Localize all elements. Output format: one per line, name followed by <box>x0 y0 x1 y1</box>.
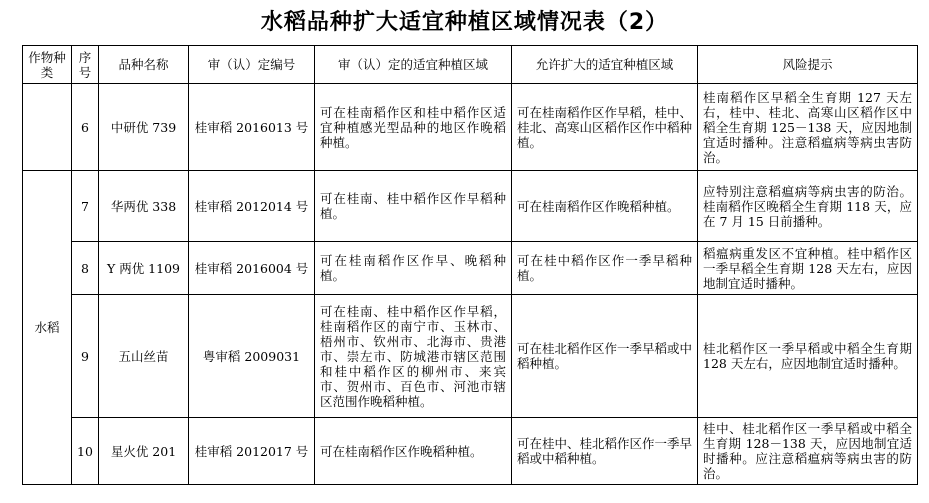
seq-cell: 8 <box>72 242 99 295</box>
crop-cell-empty <box>23 84 72 171</box>
header-expanded-area: 允许扩大的适宜种植区域 <box>512 46 698 84</box>
orig-area-cell: 可在桂南稻作区和桂中稻作区适宜种植感光型品种的地区作晚稻种植。 <box>315 84 512 171</box>
header-orig-area: 审（认）定的适宜种植区域 <box>315 46 512 84</box>
cert-cell: 桂审稻 2016004 号 <box>189 242 315 295</box>
orig-area-cell: 可在桂南稻作区作早、晚稻种植。 <box>315 242 512 295</box>
variety-cell: 星火优 201 <box>99 418 189 485</box>
header-crop: 作物种类 <box>23 46 72 84</box>
risk-cell: 应特别注意稻瘟病等病虫害的防治。桂南稻作区晚稻全生育期 118 天，应在 7 月 15 日前播种。 <box>698 171 918 242</box>
header-risk: 风险提示 <box>698 46 918 84</box>
cert-cell: 粤审稻 2009031 <box>189 295 315 418</box>
variety-cell: Y 两优 1109 <box>99 242 189 295</box>
header-cert: 审（认）定编号 <box>189 46 315 84</box>
variety-cell: 中研优 739 <box>99 84 189 171</box>
table-row <box>23 171 918 242</box>
orig-area-cell: 可在桂南、桂中稻作区作早稻种植。 <box>315 171 512 242</box>
variety-cell: 五山丝苗 <box>99 295 189 418</box>
seq-cell: 9 <box>72 295 99 418</box>
expanded-area-cell: 可在桂南稻作区作早稻，桂中、桂北、高寒山区稻作区作中稻种植。 <box>512 84 698 171</box>
cert-cell: 桂审稻 2012017 号 <box>189 418 315 485</box>
crop-cell: 水稻 <box>23 171 72 485</box>
cert-cell: 桂审稻 2016013 号 <box>189 84 315 171</box>
expanded-area-cell: 可在桂南稻作区作晚稻种植。 <box>512 171 698 242</box>
orig-area-cell: 可在桂南、桂中稻作区作早稻，桂南稻作区的南宁市、玉林市、梧州市、钦州市、北海市、贵港市、崇左市、防城港市辖区范围和桂中稻作区的柳州市、来宾市、贺州市、百色市、河池市辖区范围作晚稻种植。 <box>315 295 512 418</box>
header-variety: 品种名称 <box>99 46 189 84</box>
table-row <box>23 84 918 171</box>
expanded-area-cell: 可在桂中、桂北稻作区作一季早稻或中稻种植。 <box>512 418 698 485</box>
risk-cell: 桂南稻作区早稻全生育期 127 天左右，桂中、桂北、高寒山区稻作区中稻全生育期 125－138 天，应因地制宜适时播种。注意稻瘟病等病虫害防治。 <box>698 84 918 171</box>
table-row <box>23 295 918 418</box>
seq-cell: 6 <box>72 84 99 171</box>
header-seq: 序号 <box>72 46 99 84</box>
orig-area-cell: 可在桂南稻作区作晚稻种植。 <box>315 418 512 485</box>
risk-cell: 稻瘟病重发区不宜种植。桂中稻作区一季早稻全生育期 128 天左右，应因地制宜适时播种。 <box>698 242 918 295</box>
table-row <box>23 242 918 295</box>
cert-cell: 桂审稻 2012014 号 <box>189 171 315 242</box>
variety-table <box>22 45 918 485</box>
expanded-area-cell: 可在桂北稻作区作一季早稻或中稻种植。 <box>512 295 698 418</box>
variety-cell: 华两优 338 <box>99 171 189 242</box>
seq-cell: 10 <box>72 418 99 485</box>
risk-cell: 桂北稻作区一季早稻或中稻全生育期 128 天左右，应因地制宜适时播种。 <box>698 295 918 418</box>
page-title: 水稻品种扩大适宜种植区域情况表（2） <box>260 10 669 35</box>
expanded-area-cell: 可在桂中稻作区作一季早稻种植。 <box>512 242 698 295</box>
seq-cell: 7 <box>72 171 99 242</box>
risk-cell: 桂中、桂北稻作区一季早稻或中稻全生育期 128－138 天，应因地制宜适时播种。应注意稻瘟病等病虫害的防治。 <box>698 418 918 485</box>
header-row <box>23 46 918 84</box>
table-row <box>23 418 918 485</box>
